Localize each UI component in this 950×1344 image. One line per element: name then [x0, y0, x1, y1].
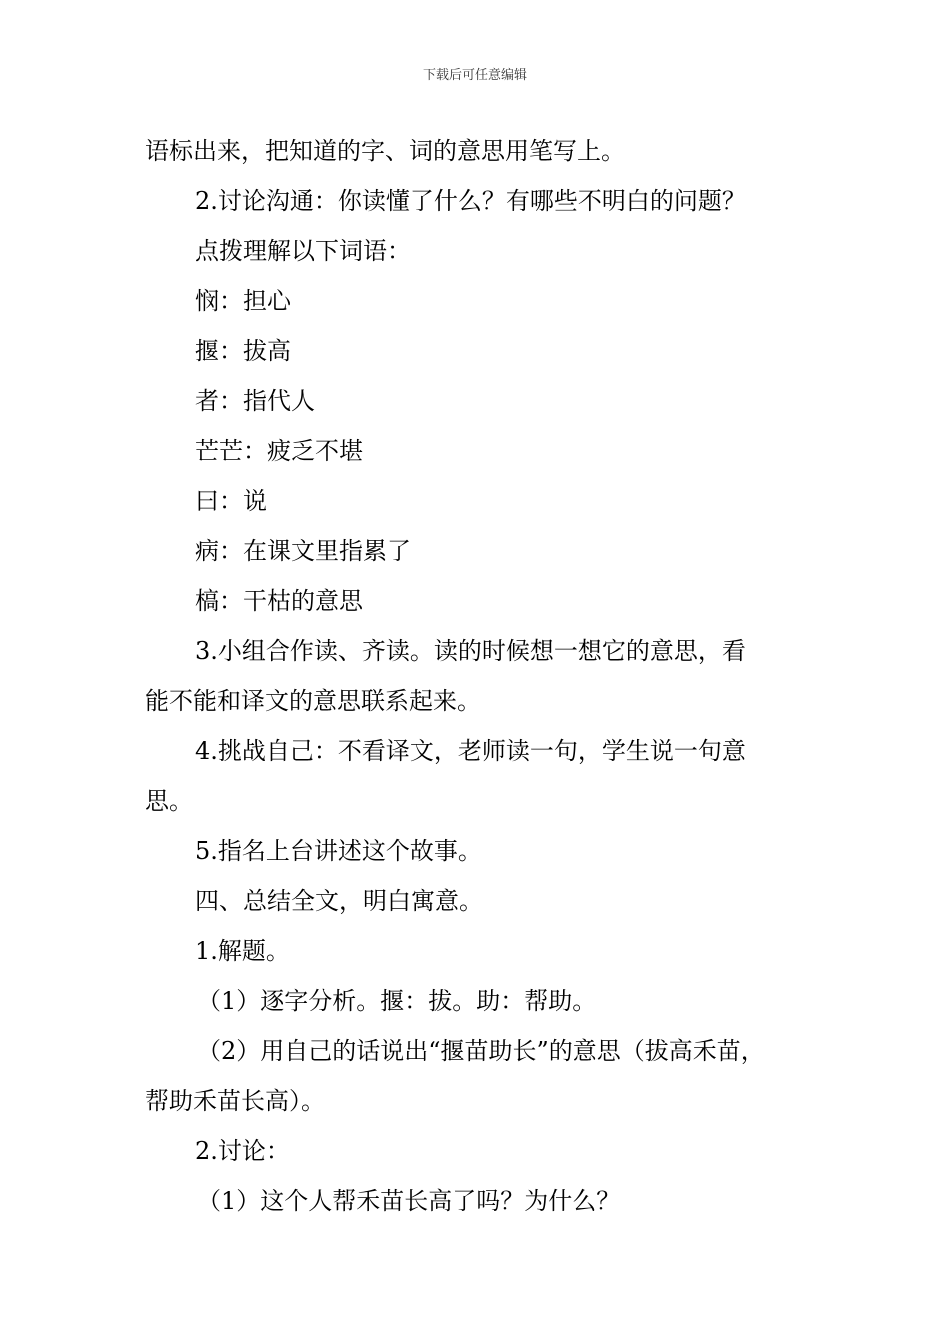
- paragraph-line: 2.讨论：: [195, 1137, 290, 1165]
- paragraph-line: 思。: [145, 787, 193, 815]
- vocab-item: 悯：担心: [195, 287, 291, 315]
- paragraph-line: （1）逐字分析。揠：拔。助：帮助。: [197, 987, 597, 1015]
- vocab-item: 病：在课文里指累了: [195, 537, 411, 565]
- paragraph-line: 语标出来，把知道的字、词的意思用笔写上。: [145, 137, 625, 165]
- vocab-item: 曰：说: [195, 487, 267, 515]
- paragraph-line: 2.讨论沟通：你读懂了什么？有哪些不明白的问题？: [195, 187, 746, 215]
- paragraph-line: （2）用自己的话说出“揠苗助长”的意思（拔高禾苗，: [197, 1037, 765, 1065]
- paragraph-line: 能不能和译文的意思联系起来。: [145, 687, 481, 715]
- vocab-item: 槁：干枯的意思: [195, 587, 363, 615]
- vocab-item: 芒芒：疲乏不堪: [195, 437, 363, 465]
- document-body: [145, 126, 835, 1226]
- paragraph-line: 1.解题。: [195, 937, 290, 965]
- paragraph-line: 帮助禾苗长高）。: [145, 1087, 325, 1115]
- vocab-item: 揠：拔高: [195, 337, 291, 365]
- section-heading: 四、总结全文，明白寓意。: [195, 887, 483, 915]
- paragraph-line: （1）这个人帮禾苗长高了吗？为什么？: [197, 1187, 621, 1215]
- page-header: 下载后可任意编辑: [422, 68, 527, 83]
- paragraph-line: 5.指名上台讲述这个故事。: [195, 837, 482, 865]
- vocab-item: 者：指代人: [195, 387, 315, 415]
- paragraph-line: 4.挑战自己：不看译文，老师读一句，学生说一句意: [195, 737, 746, 765]
- paragraph-line: 3.小组合作读、齐读。读的时候想一想它的意思，看: [195, 637, 746, 665]
- paragraph-line: 点拨理解以下词语：: [195, 237, 411, 265]
